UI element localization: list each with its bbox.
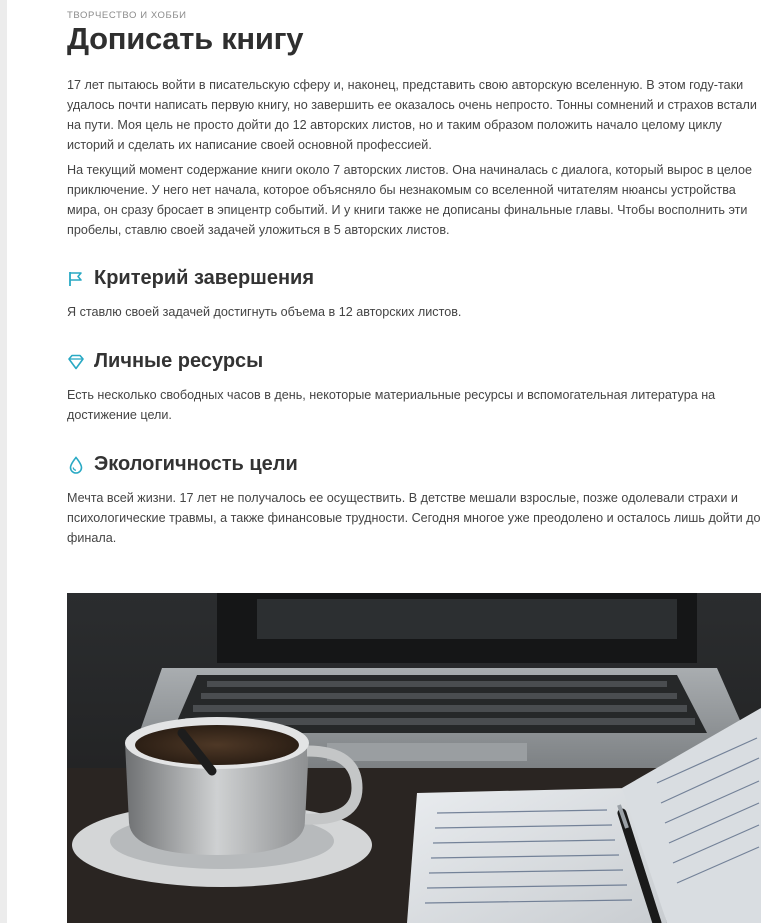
section-heading-resources xyxy=(67,350,263,373)
article-photo xyxy=(67,593,761,923)
section-heading-completion xyxy=(67,267,314,290)
intro-paragraph-1: 17 лет пытаюсь войти в писательскую сферу и, наконец, представить свою авторскую вселенную. В этом году-таки удалось почти написать первую книгу, но завершить ее оказалось очень непросто. Тонны сомнений и страхов встали на пути. Моя цель не просто дойти до 12 авторских листов, но и таким образом положить начало целому циклу историй и сделать их написание своей основной профессией. xyxy=(67,78,757,152)
drop-icon xyxy=(67,456,85,474)
page-title: Дописать книгу xyxy=(67,21,304,56)
flag-icon xyxy=(67,270,85,288)
diamond-icon xyxy=(67,353,85,371)
section-title: Личные ресурсы xyxy=(94,350,264,372)
section-title: Экологичность цели xyxy=(94,453,298,475)
intro-paragraph-2: На текущий момент содержание книги около 7 авторских листов. Она начиналась с диалога, который вырос в целое приключение. У него нет начала, которое объясняло бы незнакомым со вселенной читателям нюансы устройства мира, он сразу бросает в эпицентр событий. И у книги также не дописаны финальные главы. Чтобы восполнить эти пробелы, ставлю своей задачей уложиться в 5 авторских листов. xyxy=(67,163,752,237)
section-text-completion: Я ставлю своей задачей достигнуть объема в 12 авторских листов. xyxy=(67,305,462,319)
section-text-ecology: Мечта всей жизни. 17 лет не получалось ее осуществить. В детстве мешали взрослые, позже одолевали страхи и психологические травмы, а также финансовые трудности. Сегодня многое уже преодолено и осталось лишь дойти до финала. xyxy=(67,491,761,545)
section-text-resources: Есть несколько свободных часов в день, некоторые материальные ресурсы и вспомогательная литература на достижение цели. xyxy=(67,388,716,422)
left-gutter xyxy=(0,0,7,923)
section-title: Критерий завершения xyxy=(94,267,315,289)
section-heading-ecology xyxy=(67,453,298,476)
coffee-notebook-photo xyxy=(67,593,761,923)
category-label[interactable]: ТВОРЧЕСТВО И ХОББИ xyxy=(67,10,187,21)
